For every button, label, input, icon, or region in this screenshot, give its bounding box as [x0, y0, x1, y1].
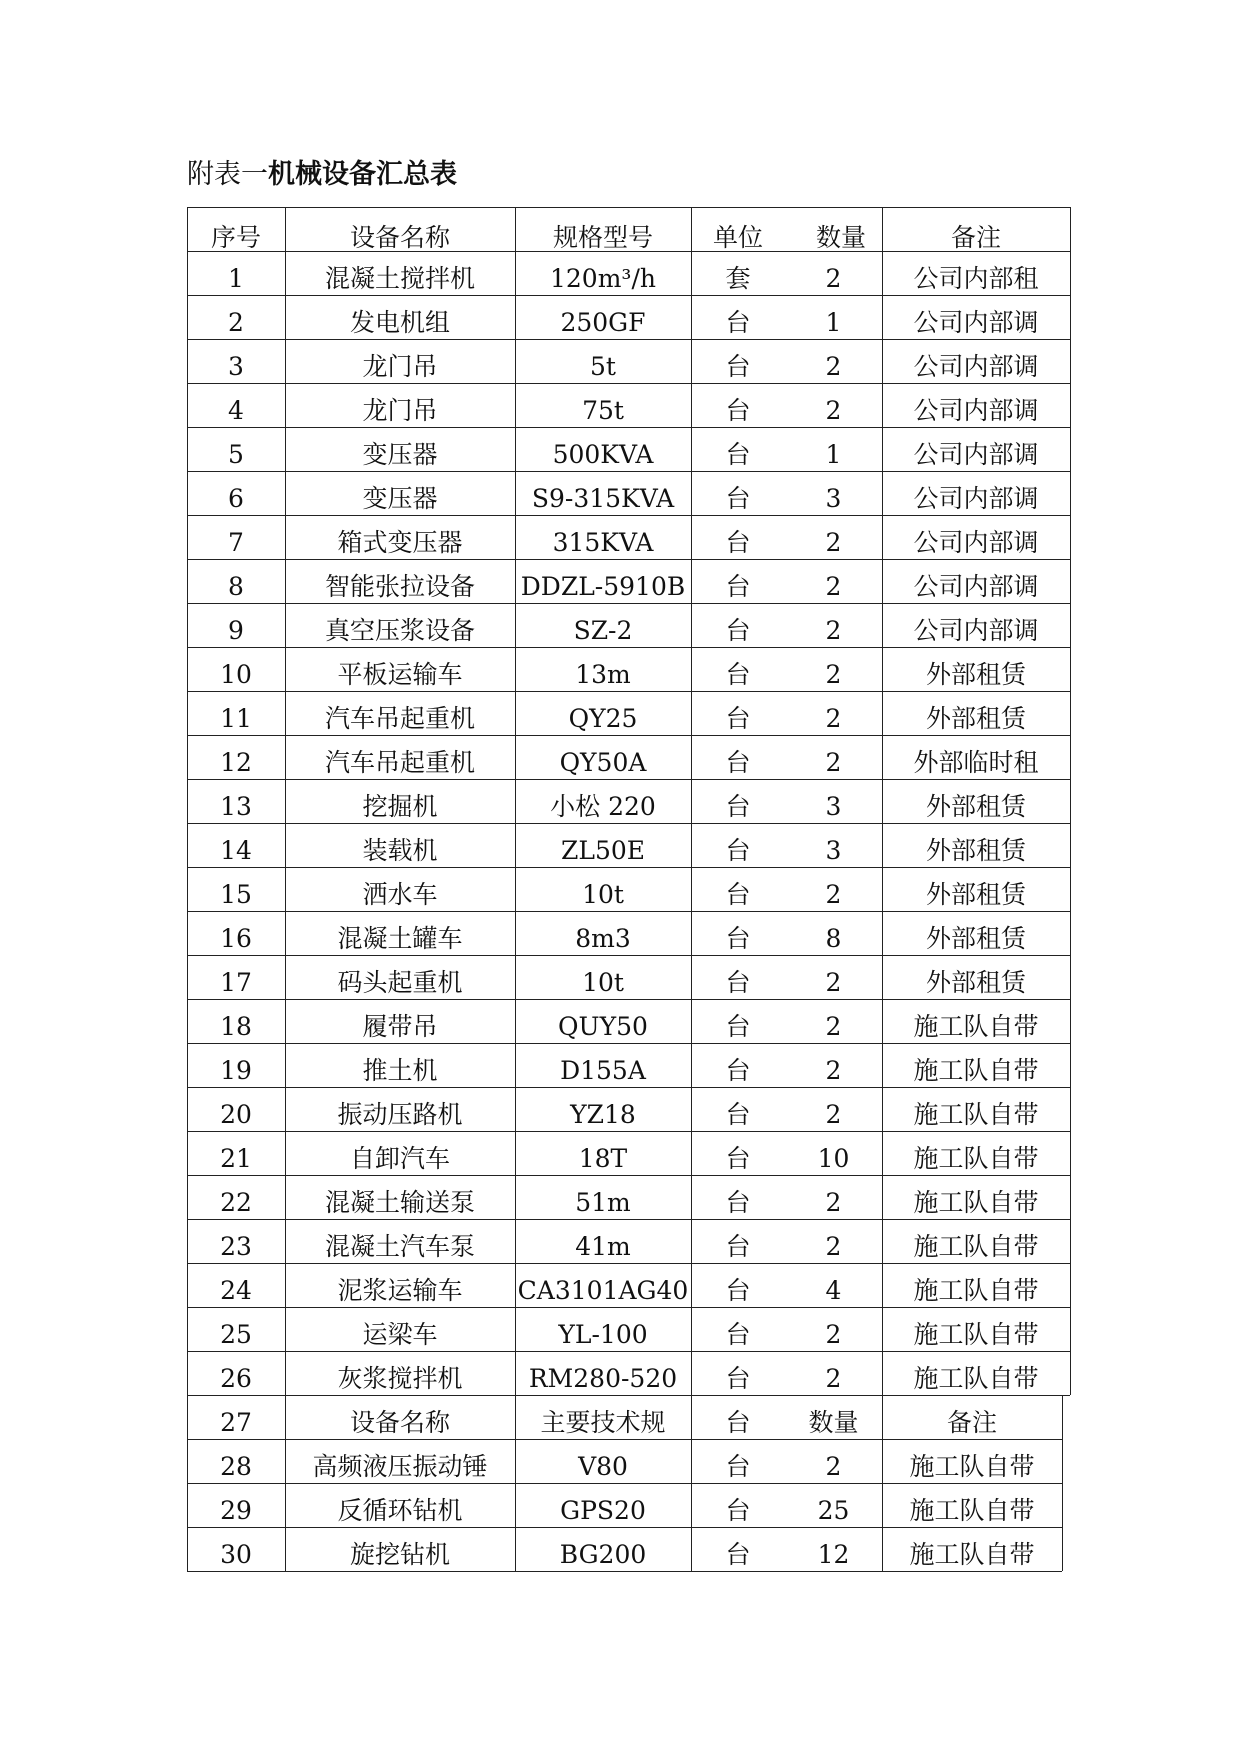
title-prefix: 附表一	[187, 159, 268, 190]
cell-note: 外部临时租	[913, 748, 1039, 777]
table-row	[0, 1043, 1240, 1087]
cell-qty: 数量	[808, 1408, 859, 1437]
cell-qty: 3	[825, 792, 842, 821]
header-qty: 数量	[815, 223, 866, 251]
cell-name: 龙门吊	[362, 396, 438, 425]
table-row	[0, 471, 1240, 515]
cell-spec: GPS20	[560, 1496, 646, 1525]
cell-no: 15	[220, 880, 252, 909]
cell-no: 23	[220, 1232, 252, 1261]
cell-spec: QUY50	[558, 1012, 648, 1041]
cell-name: 变压器	[362, 484, 438, 513]
cell-spec: 13m	[575, 660, 631, 689]
cell-note: 施工队自带	[909, 1540, 1035, 1569]
cell-name: 挖掘机	[362, 792, 438, 821]
table-rule	[187, 1571, 1062, 1572]
table-column-rule	[515, 207, 516, 1571]
table-rule	[187, 955, 1070, 956]
cell-unit: 台	[725, 1144, 751, 1173]
cell-spec: 120m³/h	[550, 264, 656, 293]
table-row	[0, 867, 1240, 911]
cell-note: 公司内部调	[913, 572, 1039, 601]
table-row	[0, 251, 1240, 295]
cell-qty: 2	[825, 1012, 842, 1041]
table-rule	[187, 779, 1070, 780]
table-row	[0, 823, 1240, 867]
cell-no: 16	[220, 924, 252, 953]
cell-name: 真空压浆设备	[324, 616, 475, 645]
cell-qty: 2	[825, 1364, 842, 1393]
cell-spec: V80	[578, 1452, 628, 1481]
cell-name: 龙门吊	[362, 352, 438, 381]
cell-no: 24	[220, 1276, 252, 1305]
cell-name: 设备名称	[349, 1408, 450, 1437]
cell-note: 施工队自带	[913, 1320, 1039, 1349]
cell-unit: 台	[725, 484, 751, 513]
cell-unit: 台	[725, 1496, 751, 1525]
cell-name: 振动压路机	[337, 1100, 463, 1129]
title-main: 机械设备汇总表	[268, 159, 457, 190]
cell-unit: 套	[725, 264, 751, 293]
cell-note: 施工队自带	[913, 1188, 1039, 1217]
cell-name: 履带吊	[362, 1012, 438, 1041]
cell-note: 外部租赁	[925, 880, 1026, 909]
cell-name: 混凝土输送泵	[324, 1188, 475, 1217]
cell-spec: QY25	[568, 704, 638, 733]
table-row	[0, 735, 1240, 779]
table-row	[0, 383, 1240, 427]
cell-note: 公司内部租	[913, 264, 1039, 293]
cell-qty: 4	[825, 1276, 842, 1305]
cell-note: 公司内部调	[913, 308, 1039, 337]
cell-name: 装载机	[362, 836, 438, 865]
cell-unit: 台	[725, 1188, 751, 1217]
cell-qty: 2	[825, 528, 842, 557]
table-rule	[187, 1087, 1070, 1088]
cell-spec: SZ-2	[573, 616, 633, 645]
table-rule	[187, 515, 1070, 516]
cell-no: 25	[220, 1320, 252, 1349]
cell-note: 公司内部调	[913, 528, 1039, 557]
table-header-row	[0, 207, 1240, 251]
cell-qty: 2	[825, 660, 842, 689]
cell-qty: 2	[825, 1320, 842, 1349]
cell-no: 30	[220, 1540, 252, 1569]
cell-note: 施工队自带	[909, 1452, 1035, 1481]
cell-unit: 台	[725, 1012, 751, 1041]
cell-name: 推土机	[362, 1056, 438, 1085]
cell-name: 变压器	[362, 440, 438, 469]
table-row	[0, 779, 1240, 823]
cell-note: 公司内部调	[913, 484, 1039, 513]
cell-spec: 250GF	[560, 308, 646, 337]
cell-no: 20	[220, 1100, 252, 1129]
table-row	[0, 1351, 1240, 1395]
cell-unit: 台	[725, 704, 751, 733]
cell-spec: 51m	[575, 1188, 631, 1217]
table-rule	[187, 471, 1070, 472]
table-rule	[187, 1527, 1062, 1528]
table-rule	[187, 1263, 1070, 1264]
cell-spec: D155A	[560, 1056, 646, 1085]
cell-spec: 10t	[582, 968, 624, 997]
cell-qty: 8	[825, 924, 842, 953]
table-row	[0, 515, 1240, 559]
cell-spec: BG200	[559, 1540, 647, 1569]
table-rule	[187, 559, 1070, 560]
cell-name: 混凝土搅拌机	[324, 264, 475, 293]
table-rule	[187, 1439, 1062, 1440]
cell-unit: 台	[725, 1232, 751, 1261]
cell-name: 泥浆运输车	[337, 1276, 463, 1305]
cell-unit: 台	[725, 616, 751, 645]
table-rule	[187, 823, 1070, 824]
cell-note: 外部租赁	[925, 968, 1026, 997]
cell-name: 箱式变压器	[337, 528, 463, 557]
cell-name: 高频液压振动锤	[312, 1452, 488, 1481]
cell-unit: 台	[725, 440, 751, 469]
cell-qty: 2	[825, 396, 842, 425]
cell-qty: 2	[825, 1452, 842, 1481]
cell-no: 19	[220, 1056, 252, 1085]
table-row	[0, 339, 1240, 383]
cell-unit: 台	[725, 528, 751, 557]
cell-unit: 台	[725, 968, 751, 997]
cell-no: 27	[220, 1408, 252, 1437]
cell-note: 施工队自带	[913, 1276, 1039, 1305]
cell-no: 6	[228, 484, 244, 513]
cell-name: 旋挖钻机	[349, 1540, 450, 1569]
cell-qty: 1	[825, 440, 842, 469]
cell-note: 外部租赁	[925, 660, 1026, 689]
table-rule	[187, 691, 1070, 692]
cell-name: 平板运输车	[337, 660, 463, 689]
cell-name: 码头起重机	[337, 968, 463, 997]
cell-qty: 12	[817, 1540, 850, 1569]
table-row	[0, 1087, 1240, 1131]
header-note: 备注	[950, 223, 1001, 251]
cell-qty: 2	[825, 264, 842, 293]
cell-unit: 台	[725, 1320, 751, 1349]
cell-name: 洒水车	[362, 880, 438, 909]
table-rule	[187, 999, 1070, 1000]
table-column-rule	[1062, 1395, 1063, 1571]
cell-qty: 2	[825, 880, 842, 909]
cell-name: 灰浆搅拌机	[337, 1364, 463, 1393]
cell-spec: YL-100	[558, 1320, 648, 1349]
cell-note: 外部租赁	[925, 924, 1026, 953]
cell-spec: 8m3	[575, 924, 631, 953]
cell-no: 10	[220, 660, 252, 689]
header-no: 序号	[210, 223, 261, 251]
cell-unit: 台	[725, 352, 751, 381]
cell-spec: 315KVA	[552, 528, 654, 557]
cell-note: 外部租赁	[925, 836, 1026, 865]
cell-note: 施工队自带	[913, 1364, 1039, 1393]
cell-note: 公司内部调	[913, 440, 1039, 469]
cell-qty: 2	[825, 1232, 842, 1261]
cell-note: 公司内部调	[913, 396, 1039, 425]
cell-spec: 主要技术规	[540, 1408, 666, 1437]
table-row	[0, 691, 1240, 735]
cell-no: 5	[228, 440, 244, 469]
table-rule	[187, 295, 1070, 296]
table-row	[0, 295, 1240, 339]
table-rule	[187, 1043, 1070, 1044]
cell-qty: 2	[825, 748, 842, 777]
cell-no: 17	[220, 968, 252, 997]
cell-note: 施工队自带	[913, 1144, 1039, 1173]
cell-qty: 2	[825, 572, 842, 601]
table-rule	[187, 911, 1070, 912]
table-column-rule	[691, 207, 692, 1571]
cell-no: 12	[220, 748, 252, 777]
table-rule	[187, 867, 1070, 868]
table-column-rule	[187, 207, 188, 1571]
table-row	[0, 1483, 1240, 1527]
cell-name: 汽车吊起重机	[324, 704, 475, 733]
cell-spec: S9-315KVA	[531, 484, 675, 513]
table-row	[0, 1175, 1240, 1219]
cell-name: 混凝土罐车	[337, 924, 463, 953]
cell-note: 施工队自带	[909, 1496, 1035, 1525]
cell-note: 施工队自带	[913, 1056, 1039, 1085]
cell-spec: 18T	[578, 1144, 628, 1173]
cell-no: 8	[228, 572, 244, 601]
table-column-rule	[285, 207, 286, 1571]
cell-spec: YZ18	[570, 1100, 636, 1129]
table-column-rule	[1070, 207, 1071, 1395]
cell-no: 14	[220, 836, 252, 865]
cell-note: 施工队自带	[913, 1100, 1039, 1129]
cell-spec: CA3101AG40	[517, 1276, 689, 1305]
cell-note: 外部租赁	[925, 792, 1026, 821]
cell-name: 运梁车	[362, 1320, 438, 1349]
cell-no: 4	[228, 396, 244, 425]
cell-unit: 台	[725, 308, 751, 337]
cell-unit: 台	[725, 836, 751, 865]
cell-spec: 75t	[582, 396, 624, 425]
cell-spec: ZL50E	[560, 836, 646, 865]
table-rule	[187, 1483, 1062, 1484]
cell-no: 21	[220, 1144, 252, 1173]
cell-unit: 台	[725, 1276, 751, 1305]
cell-no: 26	[220, 1364, 252, 1393]
cell-unit: 台	[725, 1452, 751, 1481]
cell-qty: 10	[817, 1144, 850, 1173]
cell-name: 混凝土汽车泵	[324, 1232, 475, 1261]
cell-spec: 41m	[575, 1232, 631, 1261]
cell-qty: 2	[825, 1188, 842, 1217]
cell-spec: DDZL-5910B	[520, 572, 686, 601]
header-unit: 单位	[713, 223, 764, 251]
table-row	[0, 427, 1240, 471]
cell-note: 备注	[946, 1408, 997, 1437]
cell-qty: 25	[817, 1496, 850, 1525]
table-rule	[187, 251, 1070, 252]
cell-no: 18	[220, 1012, 252, 1041]
cell-spec: 500KVA	[552, 440, 654, 469]
table-row	[0, 603, 1240, 647]
cell-qty: 2	[825, 968, 842, 997]
cell-name: 发电机组	[349, 308, 450, 337]
cell-no: 28	[220, 1452, 252, 1481]
cell-spec: 5t	[590, 352, 616, 381]
table-rule	[187, 383, 1070, 384]
cell-qty: 1	[825, 308, 842, 337]
cell-unit: 台	[725, 1540, 751, 1569]
cell-no: 11	[220, 704, 252, 733]
cell-no: 3	[228, 352, 244, 381]
table-rule	[187, 735, 1070, 736]
table-row	[0, 1219, 1240, 1263]
table-column-rule	[882, 207, 883, 1571]
table-row	[0, 999, 1240, 1043]
cell-unit: 台	[725, 748, 751, 777]
cell-note: 施工队自带	[913, 1012, 1039, 1041]
table-rule	[187, 207, 1070, 208]
table-row	[0, 1307, 1240, 1351]
table-rule	[187, 1175, 1070, 1176]
table-rule	[187, 1307, 1070, 1308]
cell-no: 1	[228, 264, 244, 293]
table-row	[0, 647, 1240, 691]
cell-unit: 台	[725, 924, 751, 953]
cell-note: 公司内部调	[913, 352, 1039, 381]
cell-qty: 2	[825, 1100, 842, 1129]
cell-qty: 2	[825, 704, 842, 733]
table-rule	[187, 427, 1070, 428]
cell-unit: 台	[725, 396, 751, 425]
cell-no: 29	[220, 1496, 252, 1525]
cell-qty: 3	[825, 836, 842, 865]
cell-spec: RM280-520	[528, 1364, 678, 1393]
cell-note: 公司内部调	[913, 616, 1039, 645]
cell-name: 自卸汽车	[349, 1144, 450, 1173]
cell-no: 7	[228, 528, 244, 557]
table-row	[0, 559, 1240, 603]
cell-no: 9	[228, 616, 244, 645]
table-row	[0, 911, 1240, 955]
cell-qty: 2	[825, 352, 842, 381]
cell-no: 22	[220, 1188, 252, 1217]
cell-spec: QY50A	[559, 748, 647, 777]
cell-qty: 3	[825, 484, 842, 513]
cell-qty: 2	[825, 1056, 842, 1085]
cell-name: 汽车吊起重机	[324, 748, 475, 777]
cell-unit: 台	[725, 1056, 751, 1085]
table-rule	[187, 1395, 1070, 1396]
cell-no: 13	[220, 792, 252, 821]
table-row	[0, 1439, 1240, 1483]
cell-name: 智能张拉设备	[324, 572, 475, 601]
cell-unit: 台	[725, 1408, 751, 1437]
cell-unit: 台	[725, 660, 751, 689]
cell-spec: 小松 220	[550, 792, 656, 821]
cell-unit: 台	[725, 1100, 751, 1129]
table-row	[0, 1263, 1240, 1307]
cell-note: 外部租赁	[925, 704, 1026, 733]
table-rule	[187, 1219, 1070, 1220]
cell-note: 施工队自带	[913, 1232, 1039, 1261]
table-row	[0, 1131, 1240, 1175]
header-spec: 规格型号	[552, 223, 653, 251]
cell-qty: 2	[825, 616, 842, 645]
cell-no: 2	[228, 308, 244, 337]
table-row	[0, 1527, 1240, 1571]
table-rule	[187, 603, 1070, 604]
table-rule	[187, 1351, 1070, 1352]
table-rule	[187, 1131, 1070, 1132]
table-row	[0, 955, 1240, 999]
cell-unit: 台	[725, 792, 751, 821]
table-row	[0, 1395, 1240, 1439]
cell-unit: 台	[725, 1364, 751, 1393]
cell-unit: 台	[725, 880, 751, 909]
table-rule	[187, 647, 1070, 648]
cell-unit: 台	[725, 572, 751, 601]
header-name: 设备名称	[349, 223, 450, 251]
table-rule	[187, 339, 1070, 340]
cell-spec: 10t	[582, 880, 624, 909]
cell-name: 反循环钻机	[337, 1496, 463, 1525]
